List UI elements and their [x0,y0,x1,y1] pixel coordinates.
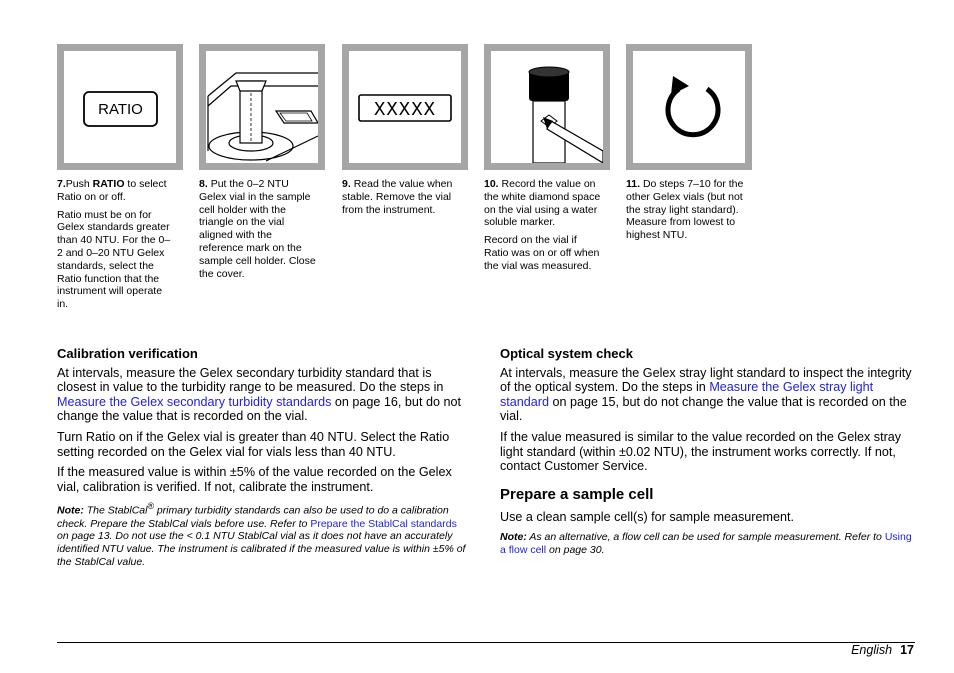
step-10-illustration [484,44,610,170]
step-9-text: 9. Read the value when stable. Remove the vial from the instrument. [342,178,453,216]
step-11 [626,44,752,247]
calibration-verification-section [57,347,470,575]
repeat-icon [633,51,745,163]
step-10 [484,44,610,278]
note: Note: The StablCal® primary turbidity standards can also be used to do a calibration check. Prepare the StablCal vials before use. Refer to Prepare the StablCal standards on page 13. Do not use the < 0.1 NTU StablCal vial as it does not have an accurately identified NTU value. The instrument is calibrated if the measured value is within ±5% of the StablCal value. [57,501,466,569]
step-8-text: 8. Put the 0–2 NTU Gelex vial in the sample cell holder with the triangle on the vial aligned with the reference mark on the sample cell holder. Close the cover. [199,178,316,280]
step-9-illustration [342,44,468,170]
step-11-illustration [626,44,752,170]
display-readout-icon [349,51,461,163]
paragraph: If the measured value is within ±5% of the value recorded on the Gelex vial, calibration is verified. If not, calibrate the instrument. [57,465,452,494]
vial-in-holder-icon [206,51,318,163]
ratio-key-icon [64,51,176,163]
paragraph: At intervals, measure the Gelex stray light standard to inspect the integrity of the optical system. Do the steps in Measure the Gelex stray light standard on page 15, but do not change the value that is recorded on the vial. [500,365,912,424]
link-prepare-stablcal[interactable]: Prepare the StablCal standards [310,517,457,530]
paragraph: Turn Ratio on if the Gelex vial is greater than 40 NTU. Select the Ratio setting recorded on the Gelex vial for vials less than 40 NTU. [57,429,450,459]
note: Note: As an alternative, a flow cell can be used for sample measurement. Refer to Using a flow cell on page 30. [500,530,912,556]
paragraph: At intervals, measure the Gelex secondary turbidity standard that is closest in value to the turbidity range to be measured. Do the steps in Measure the Gelex secondary turbidity standards on page 16, but do not change the value that is recorded on the vial. [57,365,461,424]
step-7-illustration [57,44,183,170]
step-10-text: 10. Record the value on the white diamond space on the vial using a water soluble marker. Record on the vial if Ratio was on or off when the vial was measured. [484,178,601,272]
link-using-flow-cell[interactable]: Using a flow cell [500,530,912,556]
step-7-text: 7.Push RATIO to select Ratio on or off. Ratio must be on for Gelex standards greater than 40 NTU. For the 0–2 and 0–20 NTU Gelex standards, select the Ratio function that the instrument will operate in. [57,178,171,311]
ratio-key-label: RATIO [98,101,143,118]
marker-on-vial-icon [491,51,603,163]
section-heading-prepare-sample-cell: Prepare a sample cell [500,485,654,503]
page-footer [851,643,914,657]
procedure-steps [57,44,917,334]
step-8-illustration [199,44,325,170]
page-number: 17 [900,643,914,657]
footer-language: English [851,643,893,657]
paragraph: If the value measured is similar to the value recorded on the Gelex stray light standard (within ±0.02 NTU), the instrument works correctly. If not, contact Customer Service. [500,429,902,474]
section-heading: Optical system check [500,346,633,361]
footer-divider [57,642,915,643]
step-7 [57,44,183,316]
link-measure-gelex-secondary[interactable]: Measure the Gelex secondary turbidity standards [57,394,332,409]
step-8 [199,44,325,285]
section-heading: Calibration verification [57,346,198,361]
step-9 [342,44,468,221]
link-measure-stray-light[interactable]: Measure the Gelex stray light standard [500,380,874,409]
display-value: XXXXX [373,99,437,121]
step-11-text: 11. Do steps 7–10 for the other Gelex vials (but not the stray light standard). Measure from lowest to highest NTU. [626,178,744,242]
paragraph: Use a clean sample cell(s) for sample measurement. [500,510,794,525]
optical-system-check-section [500,347,913,563]
